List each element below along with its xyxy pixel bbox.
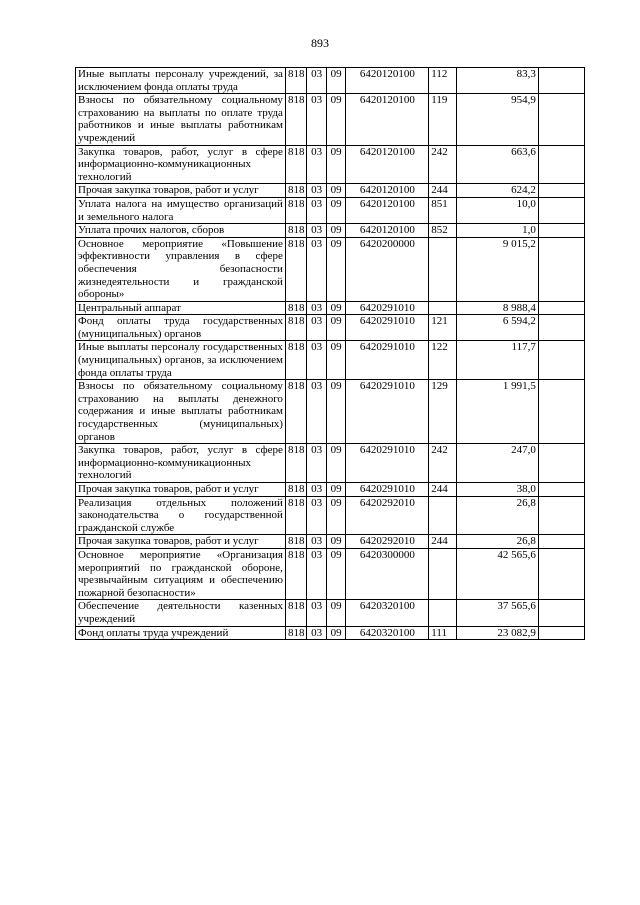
row-rz-cell: 03 <box>307 94 326 145</box>
row-cs-cell: 6420120100 <box>346 94 429 145</box>
table-row <box>76 94 585 145</box>
row-name-cell: Основное мероприятие «Повышение эффективности управления в сфере обеспечения безопасности жизнедеятельности и гражданской обороны» <box>76 237 286 301</box>
row-sum-cell: 37 565,6 <box>456 600 538 626</box>
row-sum-cell: 954,9 <box>456 94 538 145</box>
row-rz-cell: 03 <box>307 483 326 497</box>
row-vr-cell: 129 <box>429 380 457 444</box>
row-empty-cell <box>538 184 584 198</box>
row-gr-cell: 818 <box>285 341 307 380</box>
table-row <box>76 626 585 640</box>
row-empty-cell <box>538 315 584 341</box>
row-gr-cell: 818 <box>285 600 307 626</box>
row-cs-cell: 6420291010 <box>346 444 429 483</box>
row-empty-cell <box>538 237 584 301</box>
row-vr-cell: 121 <box>429 315 457 341</box>
row-pr-cell: 09 <box>326 184 345 198</box>
row-gr-cell: 818 <box>285 535 307 549</box>
table-row <box>76 197 585 223</box>
row-rz-cell: 03 <box>307 444 326 483</box>
row-name-cell: Прочая закупка товаров, работ и услуг <box>76 535 286 549</box>
row-empty-cell <box>538 341 584 380</box>
row-sum-cell: 23 082,9 <box>456 626 538 640</box>
row-cs-cell: 6420291010 <box>346 315 429 341</box>
row-sum-cell: 117,7 <box>456 341 538 380</box>
row-rz-cell: 03 <box>307 380 326 444</box>
row-gr-cell: 818 <box>285 315 307 341</box>
row-rz-cell: 03 <box>307 496 326 535</box>
row-gr-cell: 818 <box>285 145 307 184</box>
row-name-cell: Основное мероприятие «Организация мероприятий по гражданской обороне, чрезвычайным ситуациям и обеспечению пожарной безопасности» <box>76 548 286 599</box>
row-pr-cell: 09 <box>326 483 345 497</box>
row-rz-cell: 03 <box>307 548 326 599</box>
table-row <box>76 184 585 198</box>
row-pr-cell: 09 <box>326 380 345 444</box>
row-empty-cell <box>538 94 584 145</box>
row-sum-cell: 1,0 <box>456 224 538 238</box>
row-gr-cell: 818 <box>285 444 307 483</box>
row-name-cell: Уплата налога на имущество организаций и земельного налога <box>76 197 286 223</box>
row-empty-cell <box>538 380 584 444</box>
row-sum-cell: 26,8 <box>456 535 538 549</box>
row-cs-cell: 6420200000 <box>346 237 429 301</box>
row-cs-cell: 6420320100 <box>346 600 429 626</box>
page-number: 893 <box>311 36 329 50</box>
table-row <box>76 483 585 497</box>
row-vr-cell <box>429 496 457 535</box>
row-cs-cell: 6420291010 <box>346 483 429 497</box>
row-sum-cell: 10,0 <box>456 197 538 223</box>
budget-table <box>75 67 585 640</box>
table-row <box>76 145 585 184</box>
row-gr-cell: 818 <box>285 94 307 145</box>
row-rz-cell: 03 <box>307 145 326 184</box>
row-vr-cell: 112 <box>429 68 457 94</box>
row-gr-cell: 818 <box>285 380 307 444</box>
row-pr-cell: 09 <box>326 68 345 94</box>
row-pr-cell: 09 <box>326 197 345 223</box>
row-sum-cell: 1 991,5 <box>456 380 538 444</box>
row-vr-cell: 111 <box>429 626 457 640</box>
row-sum-cell: 663,6 <box>456 145 538 184</box>
row-pr-cell: 09 <box>326 496 345 535</box>
row-cs-cell: 6420120100 <box>346 184 429 198</box>
row-vr-cell <box>429 548 457 599</box>
table-row <box>76 301 585 315</box>
row-pr-cell: 09 <box>326 315 345 341</box>
row-sum-cell: 9 015,2 <box>456 237 538 301</box>
row-cs-cell: 6420320100 <box>346 626 429 640</box>
row-cs-cell: 6420292010 <box>346 496 429 535</box>
row-vr-cell: 244 <box>429 483 457 497</box>
row-cs-cell: 6420120100 <box>346 197 429 223</box>
row-vr-cell: 852 <box>429 224 457 238</box>
row-cs-cell: 6420120100 <box>346 68 429 94</box>
row-vr-cell: 119 <box>429 94 457 145</box>
row-vr-cell: 122 <box>429 341 457 380</box>
table-row <box>76 68 585 94</box>
row-pr-cell: 09 <box>326 94 345 145</box>
row-vr-cell: 244 <box>429 184 457 198</box>
row-gr-cell: 818 <box>285 197 307 223</box>
row-empty-cell <box>538 68 584 94</box>
row-sum-cell: 26,8 <box>456 496 538 535</box>
row-pr-cell: 09 <box>326 535 345 549</box>
row-gr-cell: 818 <box>285 626 307 640</box>
row-rz-cell: 03 <box>307 315 326 341</box>
row-rz-cell: 03 <box>307 224 326 238</box>
table-row <box>76 548 585 599</box>
row-gr-cell: 818 <box>285 496 307 535</box>
row-pr-cell: 09 <box>326 237 345 301</box>
row-name-cell: Закупка товаров, работ, услуг в сфере информационно-коммуникационных технологий <box>76 444 286 483</box>
row-name-cell: Прочая закупка товаров, работ и услуг <box>76 483 286 497</box>
row-sum-cell: 624,2 <box>456 184 538 198</box>
row-empty-cell <box>538 626 584 640</box>
row-vr-cell <box>429 301 457 315</box>
row-pr-cell: 09 <box>326 600 345 626</box>
row-cs-cell: 6420291010 <box>346 380 429 444</box>
row-vr-cell: 242 <box>429 444 457 483</box>
row-sum-cell: 6 594,2 <box>456 315 538 341</box>
row-name-cell: Иные выплаты персоналу учреждений, за исключением фонда оплаты труда <box>76 68 286 94</box>
row-rz-cell: 03 <box>307 68 326 94</box>
row-pr-cell: 09 <box>326 224 345 238</box>
row-empty-cell <box>538 197 584 223</box>
row-cs-cell: 6420120100 <box>346 224 429 238</box>
row-sum-cell: 8 988,4 <box>456 301 538 315</box>
row-pr-cell: 09 <box>326 341 345 380</box>
row-sum-cell: 38,0 <box>456 483 538 497</box>
row-vr-cell: 851 <box>429 197 457 223</box>
row-rz-cell: 03 <box>307 301 326 315</box>
row-pr-cell: 09 <box>326 548 345 599</box>
row-gr-cell: 818 <box>285 301 307 315</box>
row-name-cell: Закупка товаров, работ, услуг в сфере информационно-коммуникационных технологий <box>76 145 286 184</box>
row-vr-cell <box>429 237 457 301</box>
table-row <box>76 600 585 626</box>
row-gr-cell: 818 <box>285 548 307 599</box>
row-vr-cell <box>429 600 457 626</box>
row-cs-cell: 6420291010 <box>346 341 429 380</box>
row-rz-cell: 03 <box>307 535 326 549</box>
row-sum-cell: 42 565,6 <box>456 548 538 599</box>
table-row <box>76 535 585 549</box>
row-name-cell: Фонд оплаты труда учреждений <box>76 626 286 640</box>
row-vr-cell: 244 <box>429 535 457 549</box>
row-empty-cell <box>538 600 584 626</box>
row-sum-cell: 247,0 <box>456 444 538 483</box>
row-gr-cell: 818 <box>285 184 307 198</box>
table-row <box>76 237 585 301</box>
row-empty-cell <box>538 145 584 184</box>
row-pr-cell: 09 <box>326 301 345 315</box>
row-empty-cell <box>538 483 584 497</box>
row-name-cell: Взносы по обязательному социальному страхованию на выплаты денежного содержания и иные выплаты работникам государственных (муниципальных) органов <box>76 380 286 444</box>
row-rz-cell: 03 <box>307 626 326 640</box>
row-name-cell: Обеспечение деятельности казенных учреждений <box>76 600 286 626</box>
row-empty-cell <box>538 535 584 549</box>
table-row <box>76 380 585 444</box>
row-cs-cell: 6420300000 <box>346 548 429 599</box>
row-rz-cell: 03 <box>307 184 326 198</box>
row-name-cell: Прочая закупка товаров, работ и услуг <box>76 184 286 198</box>
row-empty-cell <box>538 301 584 315</box>
row-vr-cell: 242 <box>429 145 457 184</box>
row-empty-cell <box>538 444 584 483</box>
table-row <box>76 341 585 380</box>
table-row <box>76 224 585 238</box>
table-body <box>76 68 585 640</box>
row-rz-cell: 03 <box>307 600 326 626</box>
row-rz-cell: 03 <box>307 341 326 380</box>
row-name-cell: Фонд оплаты труда государственных (муниципальных) органов <box>76 315 286 341</box>
row-cs-cell: 6420292010 <box>346 535 429 549</box>
row-pr-cell: 09 <box>326 145 345 184</box>
row-gr-cell: 818 <box>285 237 307 301</box>
row-sum-cell: 83,3 <box>456 68 538 94</box>
row-cs-cell: 6420120100 <box>346 145 429 184</box>
table-row <box>76 315 585 341</box>
row-gr-cell: 818 <box>285 224 307 238</box>
row-name-cell: Иные выплаты персоналу государственных (муниципальных) органов, за исключением фонда оплаты труда <box>76 341 286 380</box>
row-name-cell: Уплата прочих налогов, сборов <box>76 224 286 238</box>
row-cs-cell: 6420291010 <box>346 301 429 315</box>
row-gr-cell: 818 <box>285 483 307 497</box>
table-row <box>76 496 585 535</box>
row-rz-cell: 03 <box>307 237 326 301</box>
table-row <box>76 444 585 483</box>
row-pr-cell: 09 <box>326 626 345 640</box>
row-gr-cell: 818 <box>285 68 307 94</box>
row-pr-cell: 09 <box>326 444 345 483</box>
row-rz-cell: 03 <box>307 197 326 223</box>
row-name-cell: Реализация отдельных положений законодательства о государственной гражданской службе <box>76 496 286 535</box>
row-empty-cell <box>538 548 584 599</box>
row-name-cell: Центральный аппарат <box>76 301 286 315</box>
row-name-cell: Взносы по обязательному социальному страхованию на выплаты по оплате труда работников и иные выплаты работникам учреждений <box>76 94 286 145</box>
row-empty-cell <box>538 224 584 238</box>
row-empty-cell <box>538 496 584 535</box>
